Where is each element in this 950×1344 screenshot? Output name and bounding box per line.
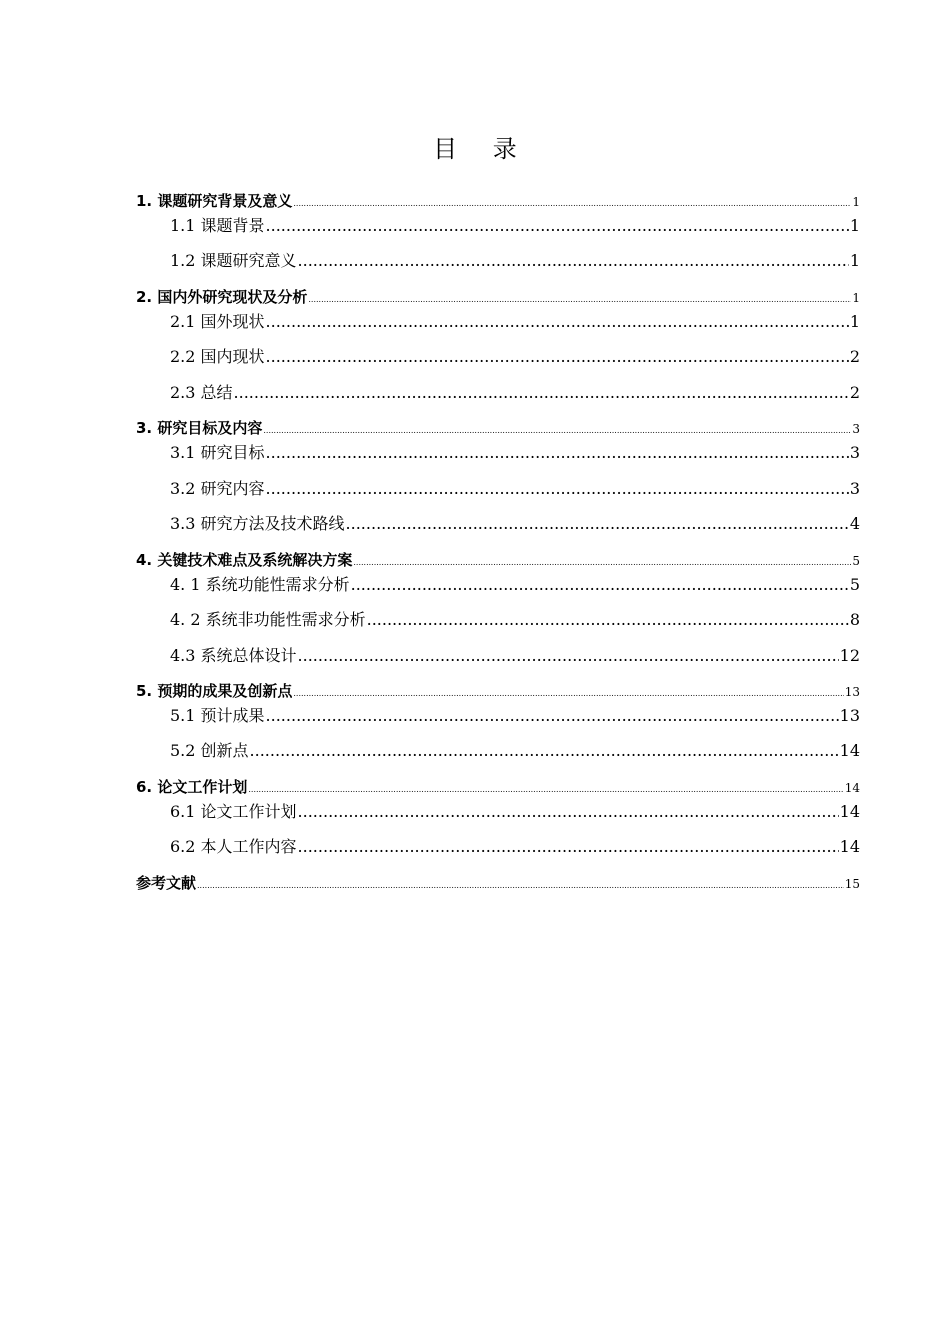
- toc-section-5-2[interactable]: [170, 739, 860, 763]
- toc-chapter-3[interactable]: [136, 417, 860, 439]
- toc-dot-leader: [266, 214, 849, 238]
- toc-entry-title: 5. 预期的成果及创新点: [136, 682, 293, 700]
- toc-page-number: 1: [849, 312, 860, 331]
- toc-page-number: 13: [839, 706, 860, 725]
- toc-section-1-2[interactable]: [170, 249, 860, 273]
- toc-page-number: 3: [849, 479, 860, 498]
- toc-dot-leader: [293, 683, 843, 705]
- toc-section-6-2[interactable]: [170, 835, 860, 859]
- toc-page-number: 2: [849, 347, 860, 366]
- toc-section-4-1[interactable]: [170, 573, 860, 597]
- toc-dot-leader: [234, 381, 849, 405]
- toc-dot-leader: [351, 573, 849, 597]
- toc-entry-title: 4. 1 系统功能性需求分析: [170, 575, 350, 594]
- toc-dot-leader: [367, 608, 849, 632]
- toc-entry-title: 2.2 国内现状: [170, 347, 265, 366]
- toc-dot-leader: [308, 289, 851, 311]
- toc-page-number: 13: [844, 685, 860, 699]
- toc-dot-leader: [248, 779, 843, 801]
- toc-entry-title: 6.2 本人工作内容: [170, 837, 297, 856]
- toc-page-number: 5: [852, 554, 860, 568]
- toc-section-4-2[interactable]: [170, 608, 860, 632]
- toc-entry-title: 3. 研究目标及内容: [136, 419, 263, 437]
- toc-page-number: 1: [849, 216, 860, 235]
- toc-section-2-3[interactable]: [170, 381, 860, 405]
- toc-page-number: 3: [852, 422, 860, 436]
- toc-dot-leader: [298, 800, 839, 824]
- toc-chapter-1[interactable]: [136, 190, 860, 212]
- toc-entry-title: 6. 论文工作计划: [136, 778, 248, 796]
- toc-entry-title: 参考文献: [136, 874, 197, 892]
- toc-references[interactable]: [136, 872, 860, 894]
- toc-page-number: 3: [849, 443, 860, 462]
- toc-chapter-5[interactable]: [136, 680, 860, 702]
- toc-dot-leader: [266, 441, 849, 465]
- toc-entry-title: 4.3 系统总体设计: [170, 646, 297, 665]
- toc-page-number: 14: [844, 781, 860, 795]
- toc-page-number: 14: [839, 837, 860, 856]
- toc-dot-leader: [250, 739, 839, 763]
- toc-entry-title: 3.1 研究目标: [170, 443, 265, 462]
- toc-page-number: 2: [849, 383, 860, 402]
- toc-section-5-1[interactable]: [170, 704, 860, 728]
- toc-entry-title: 2. 国内外研究现状及分析: [136, 288, 308, 306]
- toc-section-3-1[interactable]: [170, 441, 860, 465]
- toc-page-number: 4: [849, 514, 860, 533]
- toc-dot-leader: [293, 193, 851, 215]
- toc-page-number: 1: [852, 195, 860, 209]
- toc-dot-leader: [263, 420, 851, 442]
- toc-entry-title: 1.2 课题研究意义: [170, 251, 297, 270]
- toc-dot-leader: [298, 644, 839, 668]
- toc-dot-leader: [266, 310, 849, 334]
- toc-dot-leader: [266, 477, 849, 501]
- toc-entry-title: 5.1 预计成果: [170, 706, 265, 725]
- toc-entry-title: 3.2 研究内容: [170, 479, 265, 498]
- toc-entry-title: 5.2 创新点: [170, 741, 249, 760]
- toc-page-number: 1: [852, 291, 860, 305]
- toc-dot-leader: [266, 704, 839, 728]
- toc-chapter-4[interactable]: [136, 549, 860, 571]
- toc-page-number: 14: [839, 802, 860, 821]
- toc-page-number: 8: [849, 610, 860, 629]
- toc-dot-leader: [298, 249, 849, 273]
- toc-section-3-2[interactable]: [170, 477, 860, 501]
- toc-entry-title: 2.3 总结: [170, 383, 233, 402]
- toc-section-6-1[interactable]: [170, 800, 860, 824]
- toc-section-1-1[interactable]: [170, 214, 860, 238]
- toc-entry-title: 3.3 研究方法及技术路线: [170, 514, 345, 533]
- toc-entry-title: 1.1 课题背景: [170, 216, 265, 235]
- toc-dot-leader: [266, 345, 849, 369]
- toc-chapter-2[interactable]: [136, 286, 860, 308]
- toc-page-number: 14: [839, 741, 860, 760]
- toc-dot-leader: [353, 552, 851, 574]
- toc-entry-title: 4. 2 系统非功能性需求分析: [170, 610, 366, 629]
- toc-section-4-3[interactable]: [170, 644, 860, 668]
- toc-page-number: 15: [844, 877, 860, 891]
- toc-page-number: 12: [839, 646, 860, 665]
- toc-section-2-1[interactable]: [170, 310, 860, 334]
- toc-chapter-6[interactable]: [136, 776, 860, 798]
- toc-dot-leader: [298, 835, 839, 859]
- toc-entry-title: 4. 关键技术难点及系统解决方案: [136, 551, 353, 569]
- toc-page-number: 5: [849, 575, 860, 594]
- toc-section-3-3[interactable]: [170, 512, 860, 536]
- toc-entry-title: 6.1 论文工作计划: [170, 802, 297, 821]
- toc-section-2-2[interactable]: [170, 345, 860, 369]
- toc-entry-title: 1. 课题研究背景及意义: [136, 192, 293, 210]
- toc-page-number: 1: [849, 251, 860, 270]
- toc-entry-title: 2.1 国外现状: [170, 312, 265, 331]
- toc-dot-leader: [197, 875, 844, 897]
- toc-title: 目 录: [433, 135, 531, 163]
- toc-dot-leader: [346, 512, 849, 536]
